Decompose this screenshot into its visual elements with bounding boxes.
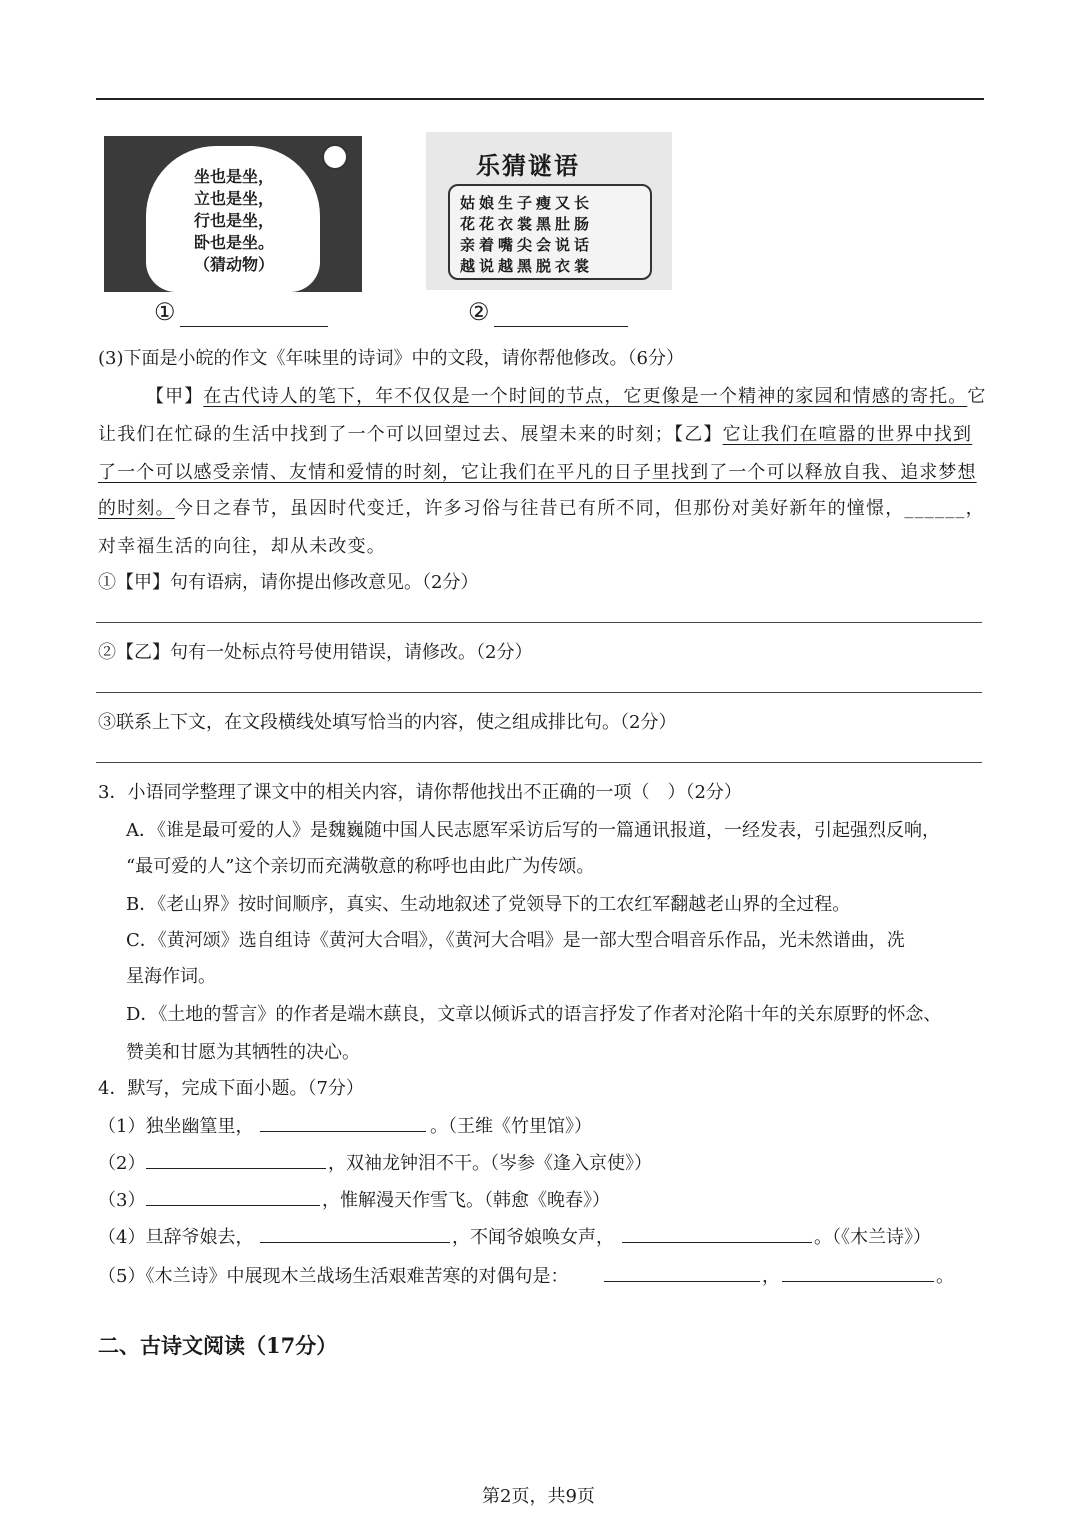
riddle-line: 卧也是坐。 xyxy=(194,233,275,252)
dictation-blank[interactable] xyxy=(146,1205,320,1206)
option-d-cont: 赞美和甘愿为其牺牲的决心。 xyxy=(126,1042,360,1063)
riddle-1-text xyxy=(194,166,274,276)
riddle-line: 行也是坐， xyxy=(194,211,275,230)
top-rule xyxy=(96,98,984,100)
riddle-line: 亲着嘴尖会说话 xyxy=(460,236,594,254)
dictation-4-a: （4）旦辞爷娘去， xyxy=(98,1227,254,1248)
dictation-blank[interactable] xyxy=(260,1242,450,1243)
sub-question-1: ①【甲】句有语病，请你提出修改意见。（2分） xyxy=(98,572,479,593)
page-number: 第2页，共9页 xyxy=(482,1486,595,1507)
dictation-blank[interactable] xyxy=(260,1131,426,1132)
option-d: D．《土地的誓言》的作者是端木蕻良，文章以倾诉式的语言抒发了作者对沦陷十年的关东原野的怀念、 xyxy=(126,1004,942,1025)
riddle-line: 立也是坐， xyxy=(194,189,275,208)
passage-line-2 xyxy=(98,420,972,446)
answer-blank[interactable] xyxy=(494,326,628,327)
riddle-line: 坐也是坐， xyxy=(194,167,275,186)
question-3-intro: (3)下面是小皖的作文《年味里的诗词》中的文段，请你帮他修改。（6分） xyxy=(98,348,684,369)
passage-line-4 xyxy=(98,494,985,520)
section-2-heading: 二、古诗文阅读（17分） xyxy=(98,1333,338,1358)
mark-yi: 【乙】 xyxy=(674,424,723,445)
answer-line[interactable] xyxy=(96,692,982,693)
dictation-5-a: （5）《木兰诗》中展现木兰战场生活艰难苦寒的对偶句是： xyxy=(98,1266,569,1287)
option-b: B．《老山界》按时间顺序，真实、生动地叙述了党领导下的工农红军翻越老山界的全过程。 xyxy=(126,894,851,915)
dictation-1-b: 。（王维《竹里馆》） xyxy=(430,1116,592,1137)
passage-text: 它 xyxy=(967,386,987,407)
riddle-line: 越说越黑脱衣裳 xyxy=(460,257,594,275)
dictation-2-b: ，双袖龙钟泪不干。（岑参《逢入京使》） xyxy=(328,1153,652,1174)
riddle-picture-2 xyxy=(426,132,672,290)
option-a: A．《谁是最可爱的人》是魏巍随中国人民志愿军采访后写的一篇通讯报道，一经发表，引起强烈反响， xyxy=(126,820,940,841)
riddle-label-2: ② xyxy=(468,298,490,326)
sentence-yi-end: 的时刻。 xyxy=(98,498,175,519)
dictation-blank[interactable] xyxy=(782,1281,934,1282)
answer-blank[interactable] xyxy=(180,326,328,327)
riddle-label-1: ① xyxy=(154,298,176,326)
option-c: C．《黄河颂》选自组诗《黄河大合唱》，《黄河大合唱》是一部大型合唱音乐作品，光未然谱曲，冼 xyxy=(126,930,905,951)
dictation-3-a: （3） xyxy=(98,1190,146,1211)
riddle-line: 姑娘生子瘦又长 xyxy=(460,194,594,212)
riddle-2-title: 乐猜谜语 xyxy=(476,151,580,180)
dictation-5-b: ， xyxy=(762,1266,780,1287)
riddle-line: 花花衣裳黑肚肠 xyxy=(460,215,594,233)
dictation-5-c: 。 xyxy=(936,1266,954,1287)
riddle-picture-1 xyxy=(104,136,362,292)
question-4-stem: 4．默写，完成下面小题。（7分） xyxy=(98,1078,364,1099)
option-c-cont: 星海作词。 xyxy=(126,966,216,987)
answer-line[interactable] xyxy=(96,762,982,763)
dictation-2-a: （2） xyxy=(98,1153,146,1174)
riddle-line: （猜动物） xyxy=(194,255,275,274)
badge-icon xyxy=(322,144,348,170)
sub-question-2: ②【乙】句有一处标点符号使用错误，请修改。（2分） xyxy=(98,642,533,663)
mark-jia: 【甲】 xyxy=(146,386,204,407)
passage-line-1 xyxy=(146,382,986,408)
dictation-4-c: 。（《木兰诗》） xyxy=(814,1227,931,1248)
answer-line[interactable] xyxy=(96,622,982,623)
sentence-yi: 它让我们在喧嚣的世界中找到 xyxy=(722,424,973,445)
dictation-blank[interactable] xyxy=(622,1242,812,1243)
dictation-3-b: ，惟解漫天作雪飞。（韩愈《晚春》） xyxy=(322,1190,610,1211)
dictation-1-a: （1）独坐幽篁里， xyxy=(98,1116,254,1137)
passage-text: 让我们在忙碌的生活中找到了一个可以回望过去、展望未来的时刻； xyxy=(98,424,674,445)
sub-question-3: ③联系上下文，在文段横线处填写恰当的内容，使之组成排比句。（2分） xyxy=(98,712,677,733)
passage-text: 今日之春节，虽因时代变迁，许多习俗与往昔已有所不同，但那份对美好新年的憧憬，______， xyxy=(174,498,985,519)
riddle-2-box xyxy=(448,184,652,280)
sentence-jia: 在古代诗人的笔下，年不仅仅是一个时间的节点，它更像是一个精神的家园和情感的寄托。 xyxy=(203,386,968,407)
dictation-4-b: ，不闻爷娘唤女声， xyxy=(452,1227,614,1248)
dictation-blank[interactable] xyxy=(604,1281,760,1282)
question-3-stem: 3．小语同学整理了课文中的相关内容，请你帮他找出不正确的一项（ ）（2分） xyxy=(98,782,742,803)
passage-line-5: 对幸福生活的向往，却从未改变。 xyxy=(98,536,386,557)
option-a-cont: “最可爱的人”这个亲切而充满敬意的称呼也由此广为传颂。 xyxy=(126,856,595,877)
dictation-blank[interactable] xyxy=(146,1168,326,1169)
passage-line-3: 了一个可以感受亲情、友情和爱情的时刻，它让我们在平凡的日子里找到了一个可以释放自我、追求梦想 xyxy=(98,462,977,483)
